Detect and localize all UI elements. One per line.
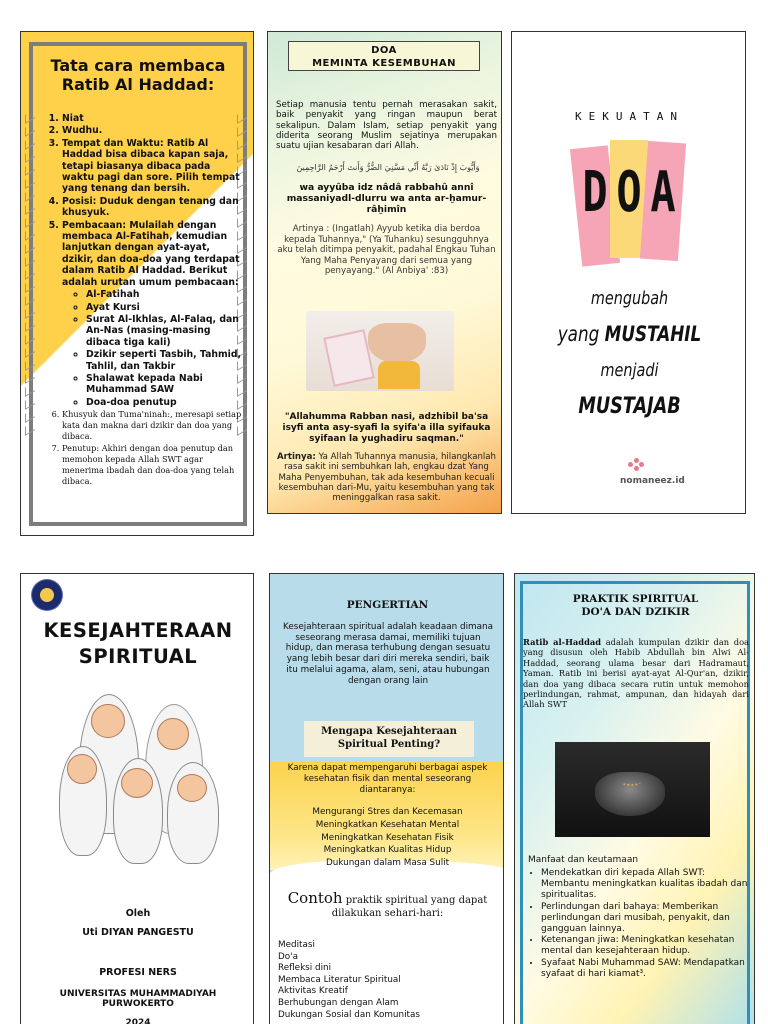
manfaat-title: Manfaat dan keutamaan xyxy=(528,855,639,865)
brand-name: nomaneez.id xyxy=(620,476,685,486)
benefit-item: Meningkatkan Kesehatan Mental xyxy=(315,819,460,830)
university-name xyxy=(21,989,254,1009)
author-name: Uti DIYAN PANGESTU xyxy=(82,927,194,938)
benefit-item: Meningkatkan Kesehatan Fisik xyxy=(321,832,454,843)
doa-letter: A xyxy=(650,160,676,225)
step-item: 2. Wudhu. xyxy=(62,125,243,136)
second-prayer-meaning xyxy=(276,452,497,503)
child-face xyxy=(67,754,97,784)
contoh-rest: praktik spiritual yang dapat dilakukan sehari-hari: xyxy=(331,895,488,919)
manfaat-item: • Ketenangan jiwa: Meningkatkan kesehatan mental dan kesejahteraan hidup. xyxy=(541,935,751,957)
ratib-description xyxy=(523,637,749,710)
tagline-mustahil xyxy=(536,322,724,346)
benefit-item: Dukungan dalam Masa Sulit xyxy=(325,858,450,869)
pengertian-text: Kesejahteraan spiritual adalah keadaan dimana seseorang merasa damai, memiliki tujuan hidup, dan merasa terhubung dengan sesuatu yang lebih besar dari diri mereka sendiri, baik itu melalui agama, alam, seni, atau hubungan dengan orang lain xyxy=(283,622,493,686)
prayer-title-line1: DOA xyxy=(371,45,397,56)
example-item: Refleksi dini xyxy=(278,963,332,974)
child-face xyxy=(177,774,207,802)
prayer-intro: Setiap manusia tentu pernah merasakan sakit, baik penyakit yang ringan maupun berat sekalipun. Dalam Islam, setiap penyakit yang diderita seorang Muslim sejatinya merupakan suatu ujian kesabaran dari Allah. xyxy=(276,100,497,152)
step-item: 1. Niat xyxy=(62,113,243,124)
benefit-item: Mengurangi Stres dan Kecemasan xyxy=(312,807,463,817)
step-item: 4. Posisi: Duduk dengan tenang dan khusyuk. xyxy=(62,196,243,219)
meaning-text: Ya Allah Tuhannya manusia, hilangkanlah rasa sakit ini sembuhkan lah, engkau dzat Yang Maha Penyembuhan, tak ada kesembuhan kecuali kesembuhan dari-Mu, yaitu kesembuhan yang tak meninggalkan rasa sakit. xyxy=(278,452,497,504)
praktik-title xyxy=(515,593,755,619)
praktik-title-line2: DO'A DAN DZIKIR xyxy=(581,606,690,618)
panel-healing-prayer xyxy=(267,31,502,514)
tagline-prefix: yang xyxy=(557,322,600,346)
substep-item: ◦ Surat Al-Ikhlas, Al-Falaq, dan An-Nas (masing-masing dibaca tiga kali) xyxy=(86,314,243,348)
arabic-verse: وَأَيُّوبَ إِذْ نَادَىٰ رَبَّهُ أَنِّي مَسَّنِيَ الضُّرُّ وَأَنتَ أَرْحَمُ الرَّاحِمِينَ xyxy=(296,163,480,172)
substep-item: ◦ Ayat Kursi xyxy=(86,302,243,313)
prayer-beads-shape xyxy=(621,778,641,786)
tagline-mengubah: mengubah xyxy=(590,288,669,309)
child-face xyxy=(157,718,189,750)
tagline-bold: MUSTAHIL xyxy=(604,322,702,346)
why-text: Karena dapat mempengaruhi berbagai aspek kesehatan fisik dan mental seseorang diantaranya: xyxy=(287,763,488,795)
praktik-title-line1: PRAKTIK SPIRITUAL xyxy=(572,593,699,605)
step-item xyxy=(62,220,243,409)
child-face xyxy=(91,704,125,738)
contoh-heading xyxy=(284,889,491,920)
substep-item: ◦ Al-Fatihah xyxy=(86,289,243,300)
decorative-chevrons-left xyxy=(25,112,35,452)
step-text: Pembacaan: Mulailah dengan membaca Al-Fatihah, kemudian lanjutkan dengan ayat-ayat, dzikir, dan doa-doa yang terdapat dalam Ratib Al Haddad. Berikut adalah urutan umum pembacaan: xyxy=(62,219,240,288)
prayer-title-line2: MEMINTA KESEMBUHAN xyxy=(312,58,456,69)
ratib-title: Tata cara membaca Ratib Al Haddad: xyxy=(50,56,226,94)
panel-kekuatan-doa xyxy=(511,31,746,514)
university-logo-icon xyxy=(31,579,63,611)
manfaat-item: • Syafaat Nabi Muhammad SAW: Mendapatkan syafaat di hari kiamat³. xyxy=(541,958,751,980)
tagline-menjadi: menjadi xyxy=(600,360,659,381)
ratib-description-text: adalah kumpulan dzikir dan doa yang disusun oleh Habib Abdullah bin Alwi Al-Haddad, seorang ulama besar dari Hadramaut, Yaman. Ratib ini berisi ayat-ayat Al-Qur'an, dzikir, dan doa yang dibaca secara rutin untuk memohon perlindungan, rahmat, ampunan, dan hidayah dari Allah SWT xyxy=(523,637,750,710)
cover-title-line1: KESEJAHTERAAN xyxy=(43,619,233,642)
doa-letter: O xyxy=(616,160,642,225)
university-line2: PURWOKERTO xyxy=(102,999,174,1009)
manfaat-item: • Mendekatkan diri kepada Allah SWT: Membantu meningkatkan kualitas ibadah dan spiritualitas. xyxy=(541,868,751,902)
prayer-beads-photo xyxy=(555,742,710,837)
example-item: Berhubungan dengan Alam xyxy=(278,997,399,1008)
child-face xyxy=(121,768,153,798)
step-item: 6. Khusyuk dan Tuma'ninah:, meresapi setiap kata dan makna dari dzikir dan doa yang dibaca. xyxy=(62,409,243,442)
substep-item: ◦ Dzikir seperti Tasbih, Tahmid, Tahlil, dan Takbir xyxy=(86,349,243,372)
second-prayer: "Allahumma Rabban nasi, adzhibil ba'sa isyfi anta asy-syafi la syifa'a illa syifauka syifaan la yughadiru saqman." xyxy=(282,412,491,444)
contoh-big: Contoh xyxy=(287,889,343,907)
substep-item: ◦ Doa-doa penutup xyxy=(86,397,243,408)
meaning-label: Artinya: xyxy=(276,452,316,462)
tagline-mustajab: MUSTAJAB xyxy=(578,394,681,419)
children-illustration xyxy=(59,674,229,864)
benefit-item: Meningkatkan Kualitas Hidup xyxy=(323,845,452,856)
hands-shape xyxy=(368,323,426,363)
verse-transliteration: wa ayyûba idz nâdâ rabbahû annî massaniyadl-dlurru wa anta ar-ḫamur-râḫimîn xyxy=(286,182,487,215)
panel-cover xyxy=(20,573,254,1024)
sleeve-shape xyxy=(378,361,420,389)
examples-list xyxy=(278,940,498,1021)
cover-year: 2024 xyxy=(125,1018,151,1024)
pengertian-title: PENGERTIAN xyxy=(346,599,429,611)
ratib-steps-list xyxy=(43,113,243,488)
step-item: 3. Tempat dan Waktu: Ratib Al Haddad bisa dibaca kapan saja, tetapi biasanya dibaca pada waktu pagi dan sore. Pilih tempat yang tenang dan bersih. xyxy=(62,138,243,195)
example-item: Membaca Literatur Spiritual xyxy=(278,974,401,985)
brand-dots-icon xyxy=(628,458,644,472)
kekuatan-heading: KEKUATAN xyxy=(575,110,684,123)
manfaat-item: • Perlindungan dari bahaya: Memberikan perlindungan dari musibah, penyakit, dan gangguan lainnya. xyxy=(541,902,751,936)
university-line1: UNIVERSITAS MUHAMMADIYAH xyxy=(59,989,217,999)
panel-ratib-steps xyxy=(20,31,254,536)
author-prefix: Oleh xyxy=(125,908,151,919)
panel-pengertian xyxy=(269,573,504,1024)
cover-title xyxy=(21,618,254,670)
manfaat-list xyxy=(529,868,751,980)
praying-hands-photo xyxy=(306,311,454,391)
example-item: Do'a xyxy=(278,951,298,962)
brand-watermark xyxy=(620,476,685,486)
reading-order-list xyxy=(62,289,243,408)
substep-item: ◦ Shalawat kepada Nabi Muhammad SAW xyxy=(86,373,243,396)
example-item: Dukungan Sosial dan Komunitas xyxy=(278,1009,420,1020)
ratib-name: Ratib al-Haddad xyxy=(523,637,602,647)
prayer-title-box xyxy=(288,41,480,71)
example-item: Aktivitas Kreatif xyxy=(278,986,348,997)
why-title-box: Mengapa Kesejahteraan Spiritual Penting? xyxy=(304,721,474,757)
profession: PROFESI NERS xyxy=(99,967,177,978)
verse-meaning: Artinya : (Ingatlah) Ayyub ketika dia berdoa kepada Tuhannya," (Ya Tuhanku) sesungguhnya aku telah ditimpa penyakit, padahal Engkau Tuhan Yang Maha Penyayang dari semua yang penyayang." (Al Anbiya' :83) xyxy=(277,224,496,276)
step-item: 7. Penutup: Akhiri dengan doa penutup dan memohon kepada Allah SWT agar menerima ibadah dan doa-doa yang telah dibaca. xyxy=(62,443,243,487)
cover-title-line2: SPIRITUAL xyxy=(78,645,198,668)
example-item: Meditasi xyxy=(278,940,315,950)
doa-letter: D xyxy=(582,160,608,225)
benefits-list xyxy=(280,806,495,870)
panel-praktik-spiritual xyxy=(514,573,755,1024)
